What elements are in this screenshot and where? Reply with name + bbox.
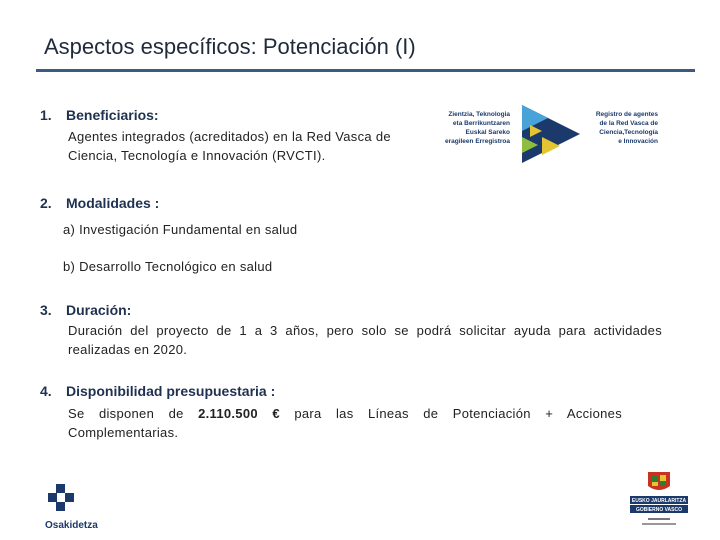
section-presupuesto-heading — [40, 383, 275, 399]
rvcti-emblem-icon — [522, 105, 580, 163]
presupuesto-text — [68, 404, 622, 442]
section-number: 3. — [40, 302, 52, 318]
beneficiarios-text — [68, 127, 418, 165]
section-number: 4. — [40, 383, 52, 399]
section-heading-text: Duración: — [66, 302, 132, 318]
section-number: 1. — [40, 107, 52, 123]
budget-amount: 2.110.500 € — [198, 406, 280, 421]
gv-line2: GOBIERNO VASCO — [635, 507, 683, 513]
rvcti-right-line: Registro de agentes — [595, 111, 658, 118]
slide-title: Aspectos específicos: Potenciación (I) — [44, 34, 416, 59]
osakidetza-logo — [44, 480, 114, 532]
coat-of-arms-icon — [648, 472, 670, 490]
rvcti-logo — [430, 103, 662, 165]
rvcti-right-line: e Innovación — [618, 138, 658, 145]
text-line: Duración del proyecto de 1 a 3 años, pero solo se podrá solicitar ayuda para actividades — [68, 323, 662, 338]
osakidetza-wordmark: Osakidetza — [45, 520, 98, 531]
section-modalidades-heading — [40, 195, 159, 211]
osakidetza-cross-icon — [48, 484, 74, 511]
text-line — [68, 404, 622, 423]
modalidad-item-a: a) Investigación Fundamental en salud — [63, 222, 298, 237]
rvcti-left-line: eragileen Erregistroa — [444, 138, 510, 145]
section-beneficiarios-heading — [40, 107, 159, 123]
text-fragment: para las Líneas de Potenciación + Acciones — [279, 406, 622, 421]
text-line: Complementarias. — [68, 425, 179, 440]
modalidad-item-b: b) Desarrollo Tecnológico en salud — [63, 259, 273, 274]
text-line: Agentes integrados (acreditados) en la Red Vasca de — [68, 129, 391, 144]
duracion-text — [68, 321, 662, 359]
rvcti-left-line: Zientzia, Teknologia — [448, 111, 510, 118]
gobierno-vasco-logo — [628, 470, 690, 530]
section-number: 2. — [40, 195, 52, 211]
section-heading-text: Modalidades : — [66, 195, 160, 211]
rvcti-right-line: Ciencia,Tecnología — [599, 129, 658, 136]
section-heading-text: Disponibilidad presupuestaria : — [66, 383, 276, 399]
section-duracion-heading — [40, 302, 131, 318]
gv-line1: EUSKO JAURLARITZA — [631, 498, 687, 504]
rvcti-left-line: Euskal Sareko — [465, 129, 510, 136]
rvcti-left-line: eta Berrikuntzaren — [452, 120, 510, 127]
text-line: realizadas en 2020. — [68, 342, 188, 357]
text-line: Ciencia, Tecnología e Innovación (RVCTI). — [68, 148, 326, 163]
rvcti-right-line: de la Red Vasca de — [599, 120, 658, 127]
title-underline — [36, 69, 695, 72]
section-heading-text: Beneficiarios: — [66, 107, 159, 123]
text-fragment: Se disponen de — [68, 406, 199, 421]
